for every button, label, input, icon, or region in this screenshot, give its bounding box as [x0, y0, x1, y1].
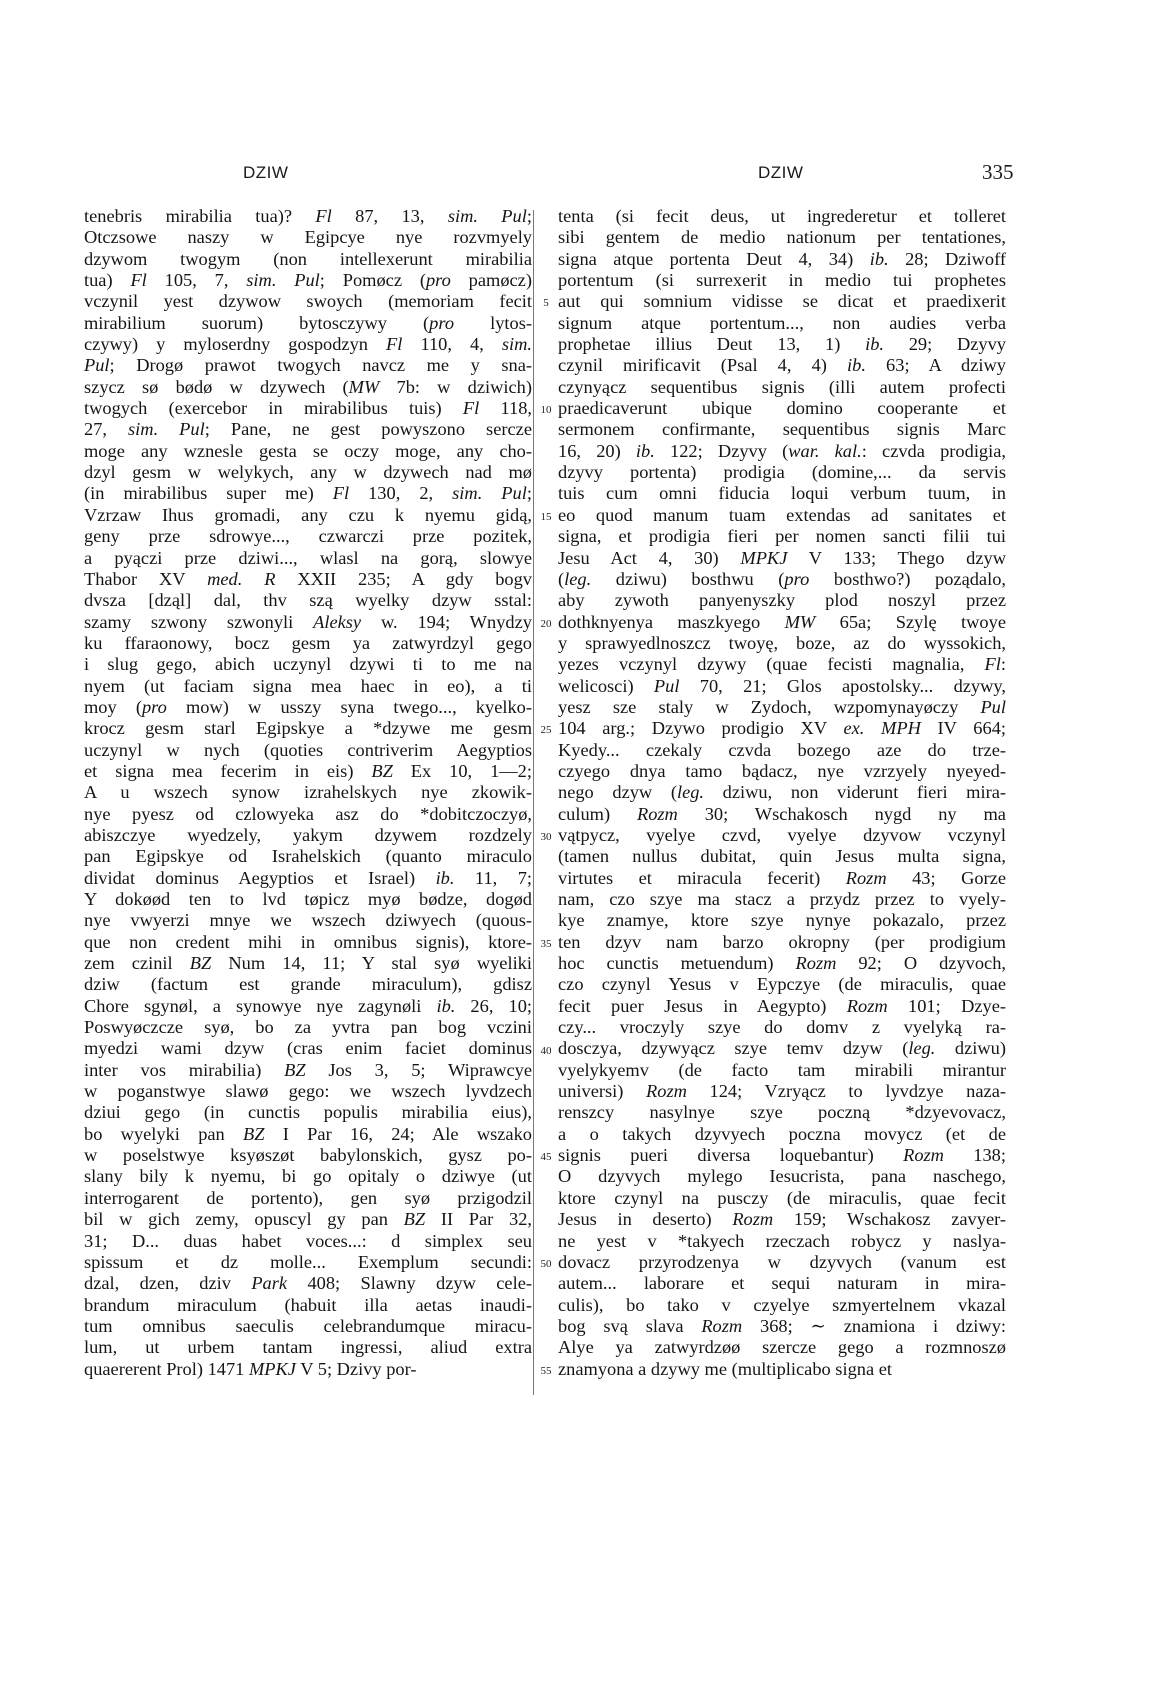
text-line: eo quod manum tuam extendas ad sanitates et — [558, 504, 1006, 525]
text-line: czywy) y myloserdny gospodzyn Fl 110, 4, sim. — [84, 334, 532, 355]
text-line: w poganstwye slawø gego: we wszech lyvdzech — [84, 1081, 532, 1102]
text-line: y sprawyedlnoszcz twoyę, boze, az do wyssokich, — [558, 632, 1006, 653]
line-number: 20 — [540, 617, 552, 630]
line-number: 55 — [540, 1364, 552, 1377]
text-line: a o takych dzyvyech poczna movycz (et de — [558, 1123, 1006, 1144]
text-line: dovacz przyrodzenya w dzyvych (vanum est — [558, 1251, 1006, 1272]
text-line: bo wyelyki pan BZ I Par 16, 24; Ale wszako — [84, 1123, 532, 1144]
text-line: dzyl gesm w welykych, any w dzywech nad mø — [84, 462, 532, 483]
text-line: abiszczye wyedzely, yakym dzywem rozdzely — [84, 824, 532, 845]
text-line: (tamen nullus dubitat, quin Jesus multa signa, — [558, 846, 1006, 867]
text-line: zem czinil BZ Num 14, 11; Y stal syø wyeliki — [84, 953, 532, 974]
text-line: et signa mea fecerim in eis) BZ Ex 10, 1—2; — [84, 760, 532, 781]
text-line: dothknyenya maszkyego MW 65a; Szylę twoye — [558, 611, 1006, 632]
text-line: universi) Rozm 124; Vzryącz to lyvdzye naza- — [558, 1081, 1006, 1102]
text-line: czynyącz sequentibus signis (illi autem profecti — [558, 376, 1006, 397]
text-line: brandum miraculum (habuit illa aetas inaudi- — [84, 1294, 532, 1315]
text-line: czy... vroczyly szye do domv z vyelyką ra- — [558, 1017, 1006, 1038]
text-line: Thabor XV med. R XXII 235; A gdy bogv — [84, 568, 532, 589]
line-number: 5 — [543, 297, 549, 310]
text-line: geny prze sdrowye..., czwarczi prze pozitek, — [84, 526, 532, 547]
text-line: 31; D... duas habet voces...: d simplex seu — [84, 1230, 532, 1251]
text-line: w poselstwye ksyøszøt babylonskich, gysz po- — [84, 1145, 532, 1166]
text-line: spissum et dz molle... Exemplum secundi: — [84, 1251, 532, 1272]
running-head-right: DZIW — [758, 163, 804, 182]
text-line: portentum (si surrexerit in medio tui prophetes — [558, 270, 1006, 291]
text-line: autem... laborare et sequi naturam in mira- — [558, 1273, 1006, 1294]
text-line: Otczsowe naszy w Egipcye nye rozvmyely — [84, 227, 532, 248]
text-line: tua) Fl 105, 7, sim. Pul; Pomøcz (pro pamøcz) — [84, 270, 532, 291]
text-line: a pyączi prze dziwi..., wlasl na gorą, slowye — [84, 547, 532, 568]
page-number: 335 — [982, 160, 1014, 184]
text-line: renszcy nasylnye szye poczną *dzyevovacz, — [558, 1102, 1006, 1123]
running-head-left: DZIW — [243, 163, 289, 182]
text-line: interrogarent de portento), gen syø przigodzil — [84, 1187, 532, 1208]
text-line: bog svą slava Rozm 368; ∼ znamiona i dziwy: — [558, 1315, 1007, 1336]
line-number: 15 — [540, 510, 552, 523]
text-line: O dzyvych mylego Iesucrista, pana naschego, — [558, 1166, 1006, 1187]
text-line: i slug gego, abich uczynyl dzywi ti to me na — [84, 654, 532, 675]
text-line: kye znamye, ktore szye nynye pokazalo, przez — [558, 910, 1006, 931]
text-line: yezes vczynyl dzywy (quae fecisti magnalia, Fl: — [558, 654, 1006, 675]
line-number: 30 — [540, 831, 552, 844]
text-line: signa, et prodigia fieri per nomen sancti filii tui — [558, 526, 1006, 547]
text-line: hoc cunctis metuendum) Rozm 92; O dzyvoch, — [558, 953, 1006, 974]
text-line: szycz sø bødø w dzywech (MW 7b: w dziwich) — [84, 376, 532, 397]
text-line: nego dzyw (leg. dziwu, non viderunt fieri mira- — [558, 782, 1007, 803]
text-line: yesz sze staly w Zydoch, wzpomynayøczy Pul — [558, 696, 1006, 717]
line-number: 25 — [540, 724, 552, 737]
text-line: dividat dominus Aegyptios et Israel) ib. 11, 7; — [84, 867, 532, 888]
text-line: inter vos mirabilia) BZ Jos 3, 5; Wiprawcye — [84, 1059, 532, 1080]
text-line: vyelykyemv (de facto tam mirabili mirantur — [558, 1059, 1006, 1080]
text-line: A u wszech synow izrahelskych nye zkowik- — [84, 782, 532, 803]
text-line: moge any wznesle gesta se oczy moge, any cho- — [84, 440, 532, 461]
text-line: Chore sgynøl, a synowye nye zagynøli ib. 26, 10; — [84, 995, 532, 1016]
text-line: czyego dnya tamo bądacz, nye vzrzyely nyeyed- — [558, 760, 1006, 781]
text-line: Y dokøød ten to lvd tøpicz myø bødze, dogød — [84, 889, 532, 909]
text-line: sermonem confirmante, sequentibus signis Marc — [558, 419, 1006, 440]
text-line: vątpycz, vyelye czvd, vyelye dzyvow vczynyl — [558, 824, 1006, 845]
text-line: dzyvy portenta) prodigia (domine,... da servis — [558, 462, 1006, 483]
text-line: myedzi wami dzyw (cras enim faciet dominus — [84, 1038, 532, 1059]
text-line: signa atque portenta Deut 4, 34) ib. 28; Dziwoff — [558, 248, 1006, 269]
line-number: 35 — [540, 937, 552, 950]
text-line: signis pueri diversa loquebantur) Rozm 138; — [558, 1145, 1006, 1166]
text-line: mirabilium suorum) bytosczywy (pro lytos- — [84, 312, 532, 333]
text-line: dzywom twogym (non intellexerunt mirabilia — [84, 248, 532, 269]
text-line: culum) Rozm 30; Wschakosch nygd ny ma — [558, 803, 1006, 824]
text-line: (in mirabilibus super me) Fl 130, 2, sim. Pul; — [84, 483, 532, 504]
text-line: culis), bo tako v czyelye szmyertelnem vkazal — [558, 1294, 1006, 1315]
text-line: szamy szwony szwonyli Aleksy w. 194; Wnydzy — [84, 611, 532, 632]
line-number: 10 — [540, 404, 552, 417]
text-line: welicosci) Pul 70, 21; Glos apostolsky... dzywy, — [558, 675, 1006, 696]
text-line: (leg. dziwu) bosthwu (pro bosthwo?) poządalo, — [558, 568, 1006, 589]
text-line: 16, 20) ib. 122; Dzyvy (war. kal.: czvda prodigia, — [558, 440, 1006, 461]
text-line: ku ffaraonowy, bocz gesm ya zatwyrdzyl gego — [84, 632, 532, 653]
text-line: uczynyl w nych (quoties contriverim Aegyptios — [84, 739, 532, 760]
text-line: nam, czo szye ma stacz a przydz przez to vyely- — [558, 889, 1006, 909]
text-line: tuis cum omni fiducia loqui verbum tuum, in — [558, 483, 1006, 504]
text-line: ne yest v *takyech rzeczach robycz y naslya- — [558, 1230, 1006, 1251]
text-line: lum, ut urbem tantam ingressi, aliud extra — [84, 1337, 532, 1358]
text-line: bil w gich zemy, opuscyl gy pan BZ II Par 32, — [84, 1209, 532, 1230]
text-line: ten dzyv nam barzo okropny (per prodigium — [558, 931, 1006, 952]
text-line: aby zywoth panyenyszky plod noszyl przez — [558, 590, 1006, 611]
text-line: pan Egipskye od Israhelskich (quanto miraculo — [84, 846, 532, 867]
column-divider — [533, 210, 534, 1395]
text-line: 27, sim. Pul; Pane, ne gest powyszono sercze — [84, 419, 532, 440]
text-line: dziw (factum est grande miraculum), gdisz — [84, 974, 532, 995]
text-line: fecit puer Jesus in Aegypto) Rozm 101; Dzye- — [558, 995, 1006, 1016]
text-line: vczynil yest dzywow swoych (memoriam fecit — [84, 291, 532, 312]
text-line: 104 arg.; Dzywo prodigio XV ex. MPH IV 664; — [558, 718, 1006, 739]
text-line: praedicaverunt ubique domino cooperante et — [558, 398, 1006, 419]
text-line: quaererent Prol) 1471 MPKJ V 5; Dzivy por- — [84, 1358, 417, 1379]
text-line: ktore czynyl na pusczy (de miraculis, quae fecit — [558, 1187, 1006, 1208]
text-line: tum omnibus saeculis celebrandumque miracu- — [84, 1315, 532, 1336]
text-line: slany bily k nyemu, bi go opitaly o dziwye (ut — [84, 1166, 532, 1187]
text-line: twogych (exercebor in mirabilibus tuis) Fl 118, — [84, 398, 532, 419]
text-line: Pul; Drogø prawot twogych navcz me y sna- — [84, 355, 532, 376]
text-line: dvsza [dząl] dal, thv szą wyelky dzyw sstal: — [84, 590, 532, 611]
text-line: Vzrzaw Ihus gromadi, any czu k nyemu gidą, — [84, 504, 532, 525]
text-line: krocz gesm starl Egipskye a *dzywe me gesm — [84, 718, 532, 739]
text-line: znamyona a dzywy me (multiplicabo signa et — [558, 1358, 892, 1379]
line-number: 45 — [540, 1151, 552, 1164]
text-line: signum atque portentum..., non audies verba — [558, 312, 1006, 333]
text-line: dosczya, dzywyącz szye temv dzyw (leg. dziwu) — [558, 1038, 1006, 1059]
text-line: moy (pro mow) w usszy syna twego..., kyelko- — [84, 696, 532, 717]
text-line: nye vwyerzi mnye we wszech dziwyech (quous- — [84, 910, 532, 931]
text-line: Poswyøczcze syø, bo za yvtra pan bog vczini — [84, 1017, 532, 1038]
right-column — [558, 206, 1006, 1380]
line-number: 50 — [540, 1258, 552, 1271]
text-line: nyem (ut faciam signa mea haec in eo), a ti — [84, 675, 532, 696]
text-line: czynil mirificavit (Psal 4, 4) ib. 63; A dziwy — [558, 355, 1006, 376]
line-number: 40 — [540, 1044, 552, 1057]
text-line: czo czynyl Yesus v Eypczye (de miraculis, quae — [558, 974, 1006, 995]
text-line: tenebris mirabilia tua)? Fl 87, 13, sim. Pul; — [84, 206, 532, 226]
text-line: tenta (si fecit deus, ut ingrederetur et tolleret — [558, 206, 1006, 226]
text-line: Kyedy... czekaly czvda bozego aze do trze- — [558, 739, 1006, 760]
text-line: Alye ya zatwyrdzøø szercze gego a rozmnoszø — [558, 1337, 1006, 1358]
text-line: dzal, dzen, dziv Park 408; Slawny dzyw cele- — [84, 1273, 532, 1294]
left-column — [84, 206, 532, 1380]
text-line: dziui gego (in cunctis populis mirabilia eius), — [84, 1102, 532, 1123]
text-line: sibi gentem de medio nationum per tentationes, — [558, 227, 1006, 248]
text-line: Jesu Act 4, 30) MPKJ V 133; Thego dzyw — [558, 547, 1006, 568]
text-line: que non credent mihi in omnibus signis), ktore- — [84, 931, 532, 952]
text-line: aut qui somnium vidisse se dicat et praedixerit — [558, 291, 1006, 312]
text-line: nye pyesz od czlowyeka asz do *dobitczoczyø, — [84, 803, 532, 824]
text-line: prophetae illius Deut 13, 1) ib. 29; Dzyvy — [558, 334, 1006, 355]
text-line: virtutes et miracula fecerit) Rozm 43; Gorze — [558, 867, 1006, 888]
text-line: Jesus in deserto) Rozm 159; Wschakosz zavyer- — [558, 1209, 1006, 1230]
